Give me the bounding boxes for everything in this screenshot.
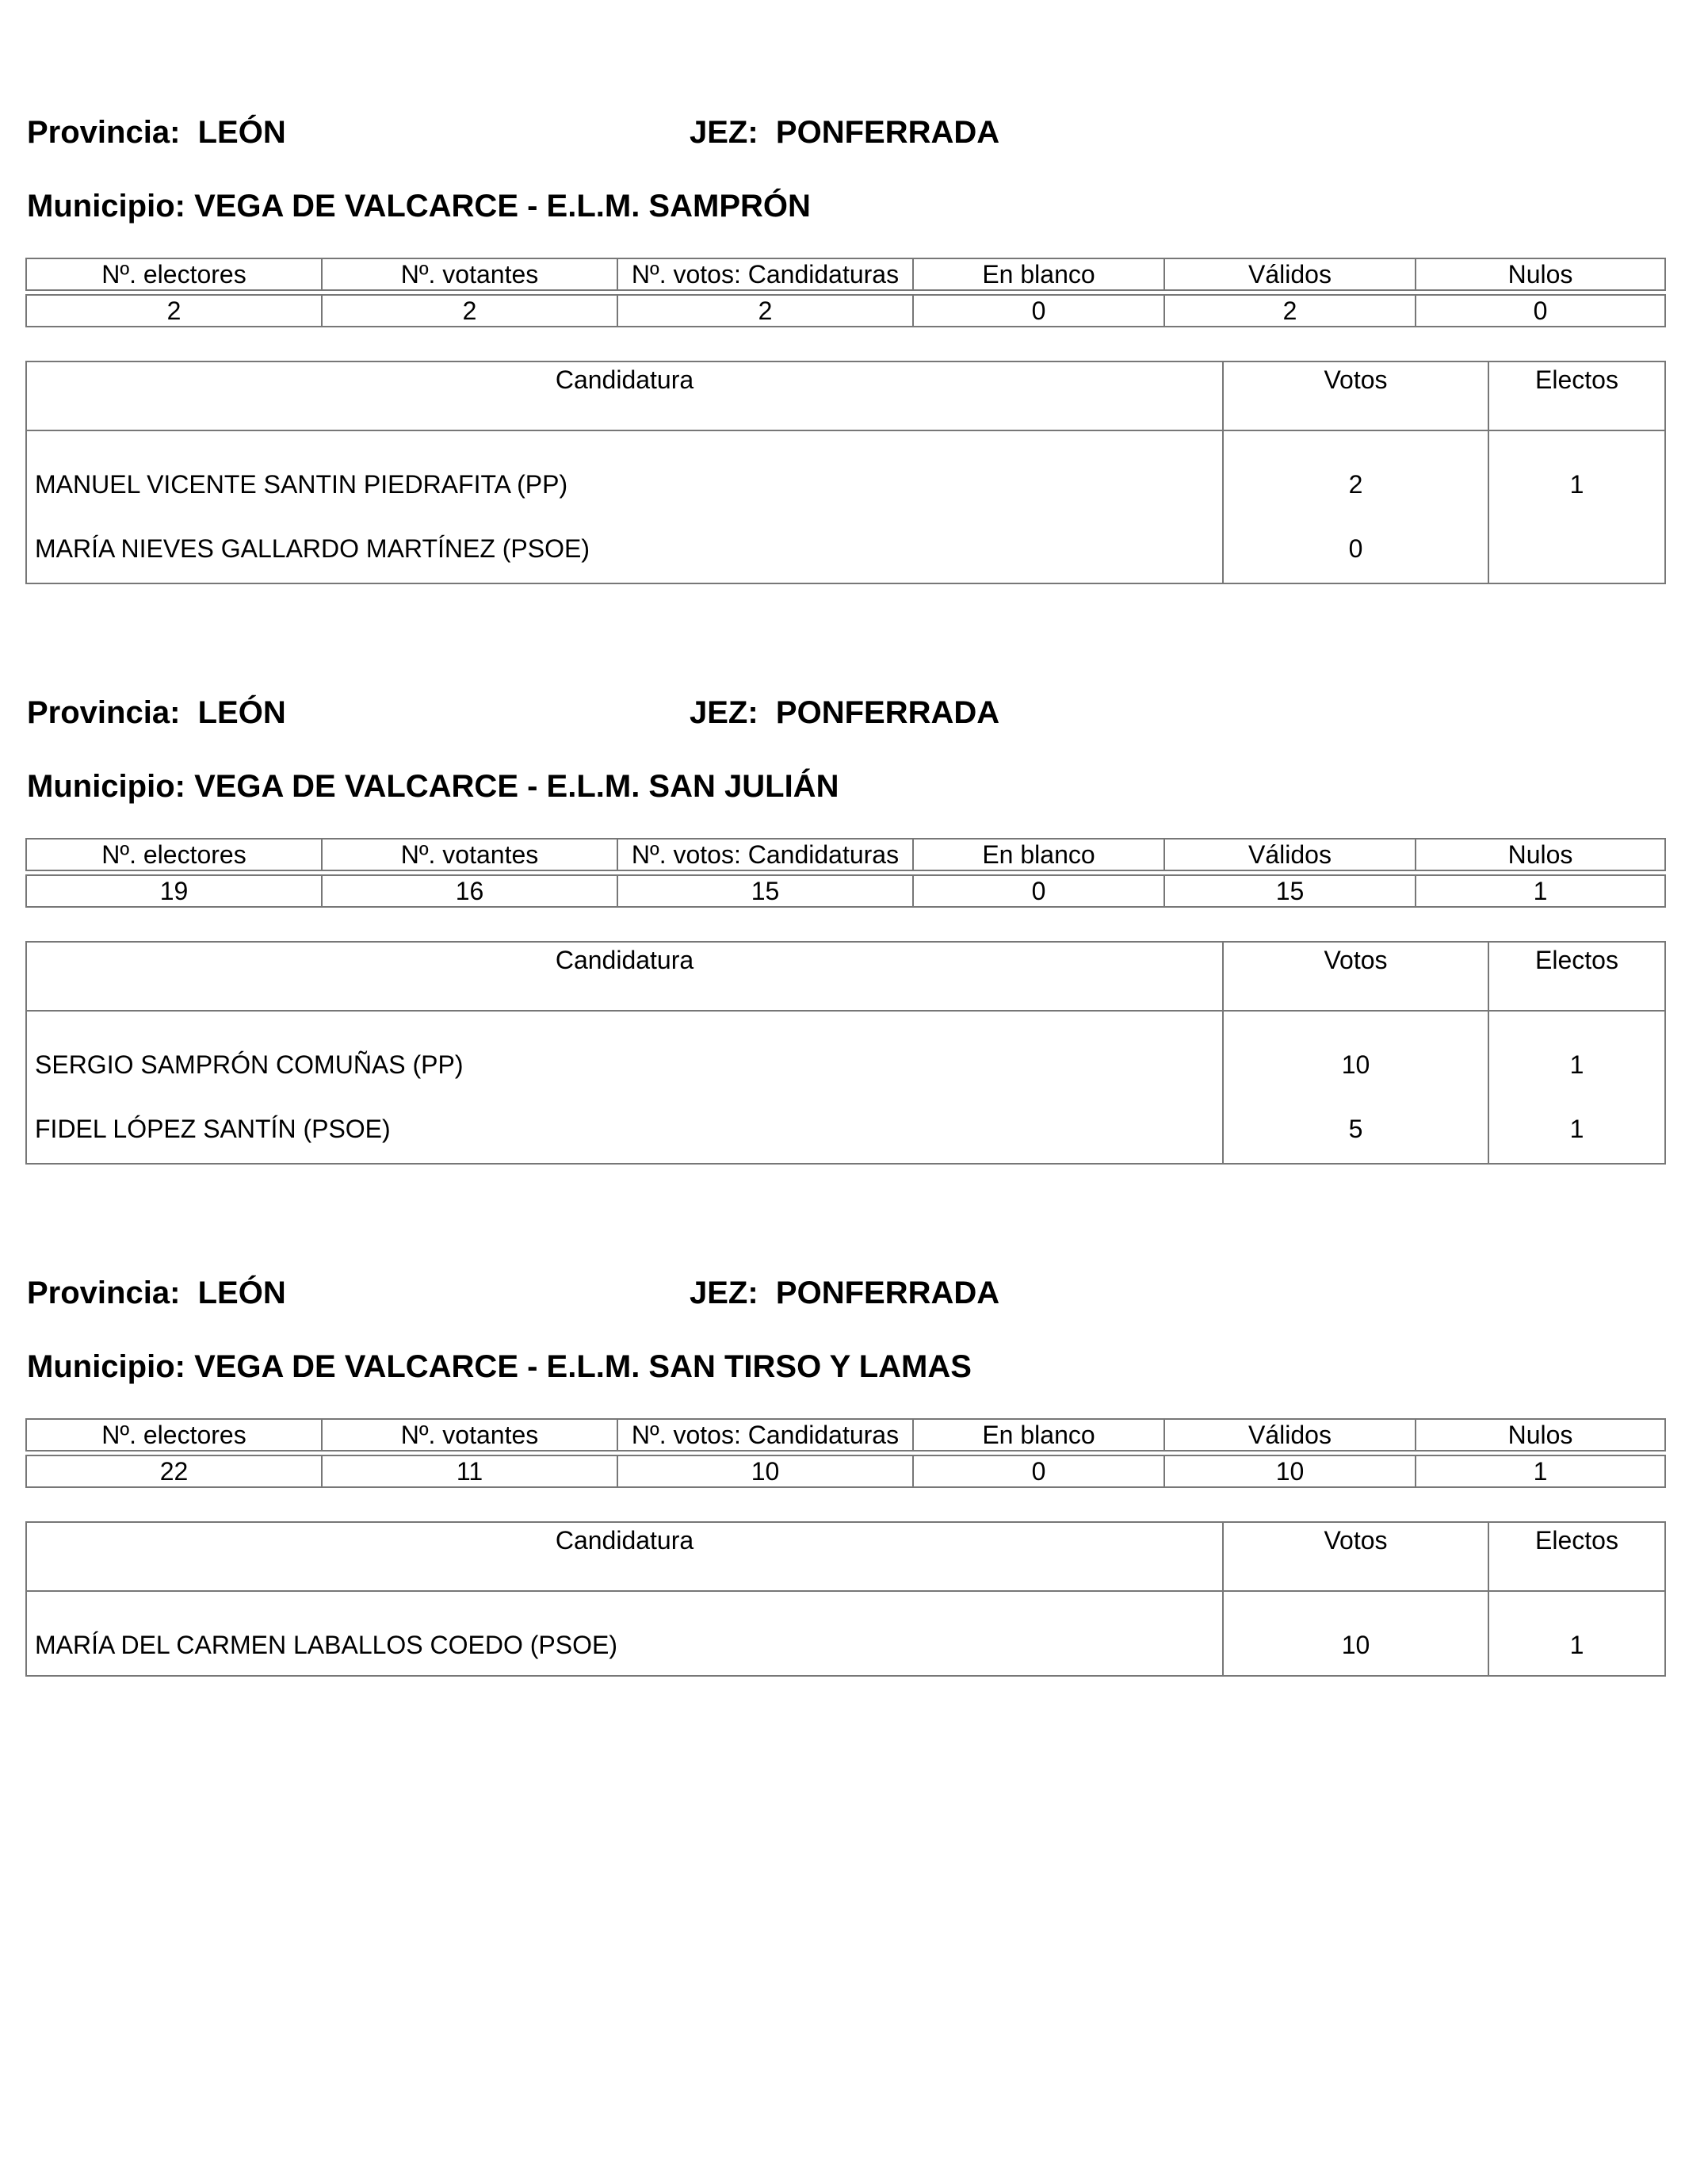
jez-label: JEZ: PONFERRADA bbox=[690, 695, 1000, 730]
candidates-table bbox=[25, 1521, 1666, 1677]
municipio-title: Municipio: VEGA DE VALCARCE - E.L.M. SAN JULIÁN bbox=[27, 769, 839, 804]
candidate-row bbox=[26, 1591, 1665, 1676]
candidate-name: MARÍA DEL CARMEN LABALLOS COEDO (PSOE) bbox=[26, 1591, 1223, 1676]
summary-header-cell: Válidos bbox=[1164, 839, 1416, 870]
jez-label: JEZ: PONFERRADA bbox=[690, 115, 1000, 150]
candidates-table bbox=[25, 361, 1666, 584]
candidate-electos: 1 bbox=[1488, 1095, 1665, 1164]
candidate-name: MARÍA NIEVES GALLARDO MARTÍNEZ (PSOE) bbox=[26, 514, 1223, 583]
candidate-votos: 10 bbox=[1223, 1591, 1488, 1676]
summary-value-cell: 15 bbox=[1164, 875, 1416, 907]
summary-header-cell: Nº. votos: Candidaturas bbox=[617, 258, 913, 290]
summary-value-cell: 2 bbox=[1164, 295, 1416, 327]
summary-header-cell: Nulos bbox=[1416, 1419, 1665, 1451]
summary-value-cell: 0 bbox=[1416, 295, 1665, 327]
summary-header-cell: Válidos bbox=[1164, 258, 1416, 290]
municipio-title: Municipio: VEGA DE VALCARCE - E.L.M. SAN TIRSO Y LAMAS bbox=[27, 1349, 972, 1384]
candidate-row bbox=[26, 514, 1665, 583]
candidate-votos: 5 bbox=[1223, 1095, 1488, 1164]
summary-header-cell: Nº. votantes bbox=[322, 1419, 617, 1451]
summary-header-cell: Nº. electores bbox=[26, 258, 322, 290]
summary-value-cell: 11 bbox=[322, 1455, 617, 1487]
summary-header-row bbox=[26, 258, 1665, 290]
candidate-row bbox=[26, 1095, 1665, 1164]
summary-header-cell: Nº. electores bbox=[26, 1419, 322, 1451]
summary-value-cell: 2 bbox=[322, 295, 617, 327]
summary-header-cell: Nulos bbox=[1416, 258, 1665, 290]
candidates-header-row bbox=[26, 942, 1665, 1011]
candidatura-header: Candidatura bbox=[26, 1522, 1223, 1591]
candidate-votos: 10 bbox=[1223, 1011, 1488, 1095]
summary-header-cell: Nº. votantes bbox=[322, 839, 617, 870]
summary-value-row bbox=[26, 875, 1665, 907]
summary-value-cell: 10 bbox=[1164, 1455, 1416, 1487]
summary-value-cell: 2 bbox=[26, 295, 322, 327]
summary-header-cell: Nº. votantes bbox=[322, 258, 617, 290]
summary-table bbox=[25, 838, 1666, 908]
summary-value-cell: 19 bbox=[26, 875, 322, 907]
summary-value-cell: 16 bbox=[322, 875, 617, 907]
jez-label: JEZ: PONFERRADA bbox=[690, 1276, 1000, 1310]
summary-header-cell: En blanco bbox=[913, 1419, 1164, 1451]
summary-table bbox=[25, 1418, 1666, 1488]
candidate-electos: 1 bbox=[1488, 1591, 1665, 1676]
votos-header: Votos bbox=[1223, 942, 1488, 1011]
candidates-header-row bbox=[26, 361, 1665, 430]
summary-header-row bbox=[26, 839, 1665, 870]
summary-header-cell: Válidos bbox=[1164, 1419, 1416, 1451]
candidate-votos: 2 bbox=[1223, 430, 1488, 514]
votos-header: Votos bbox=[1223, 361, 1488, 430]
summary-value-row bbox=[26, 1455, 1665, 1487]
electos-header: Electos bbox=[1488, 1522, 1665, 1591]
votos-header: Votos bbox=[1223, 1522, 1488, 1591]
summary-header-row bbox=[26, 1419, 1665, 1451]
candidates-table bbox=[25, 941, 1666, 1165]
summary-header-cell: Nº. votos: Candidaturas bbox=[617, 1419, 913, 1451]
candidate-votos: 0 bbox=[1223, 514, 1488, 583]
summary-header-cell: Nulos bbox=[1416, 839, 1665, 870]
summary-header-cell: En blanco bbox=[913, 839, 1164, 870]
electos-header: Electos bbox=[1488, 942, 1665, 1011]
candidate-electos: 1 bbox=[1488, 430, 1665, 514]
candidate-name: FIDEL LÓPEZ SANTÍN (PSOE) bbox=[26, 1095, 1223, 1164]
provincia-label: Provincia: LEÓN bbox=[27, 695, 286, 730]
electos-header: Electos bbox=[1488, 361, 1665, 430]
summary-value-cell: 0 bbox=[913, 875, 1164, 907]
summary-header-cell: Nº. votos: Candidaturas bbox=[617, 839, 913, 870]
summary-value-cell: 15 bbox=[617, 875, 913, 907]
summary-value-cell: 0 bbox=[913, 1455, 1164, 1487]
candidatura-header: Candidatura bbox=[26, 942, 1223, 1011]
summary-value-cell: 22 bbox=[26, 1455, 322, 1487]
candidate-row bbox=[26, 1011, 1665, 1095]
summary-value-cell: 2 bbox=[617, 295, 913, 327]
provincia-label: Provincia: LEÓN bbox=[27, 115, 286, 150]
provincia-label: Provincia: LEÓN bbox=[27, 1276, 286, 1310]
candidate-electos: 1 bbox=[1488, 1011, 1665, 1095]
municipio-title: Municipio: VEGA DE VALCARCE - E.L.M. SAMPRÓN bbox=[27, 189, 811, 224]
summary-value-cell: 1 bbox=[1416, 1455, 1665, 1487]
summary-value-cell: 0 bbox=[913, 295, 1164, 327]
summary-header-cell: En blanco bbox=[913, 258, 1164, 290]
candidate-name: SERGIO SAMPRÓN COMUÑAS (PP) bbox=[26, 1011, 1223, 1095]
summary-value-cell: 10 bbox=[617, 1455, 913, 1487]
summary-header-cell: Nº. electores bbox=[26, 839, 322, 870]
summary-value-row bbox=[26, 295, 1665, 327]
candidates-header-row bbox=[26, 1522, 1665, 1591]
candidate-row bbox=[26, 430, 1665, 514]
summary-value-cell: 1 bbox=[1416, 875, 1665, 907]
candidate-name: MANUEL VICENTE SANTIN PIEDRAFITA (PP) bbox=[26, 430, 1223, 514]
summary-table bbox=[25, 258, 1666, 327]
candidatura-header: Candidatura bbox=[26, 361, 1223, 430]
candidate-electos bbox=[1488, 514, 1665, 583]
